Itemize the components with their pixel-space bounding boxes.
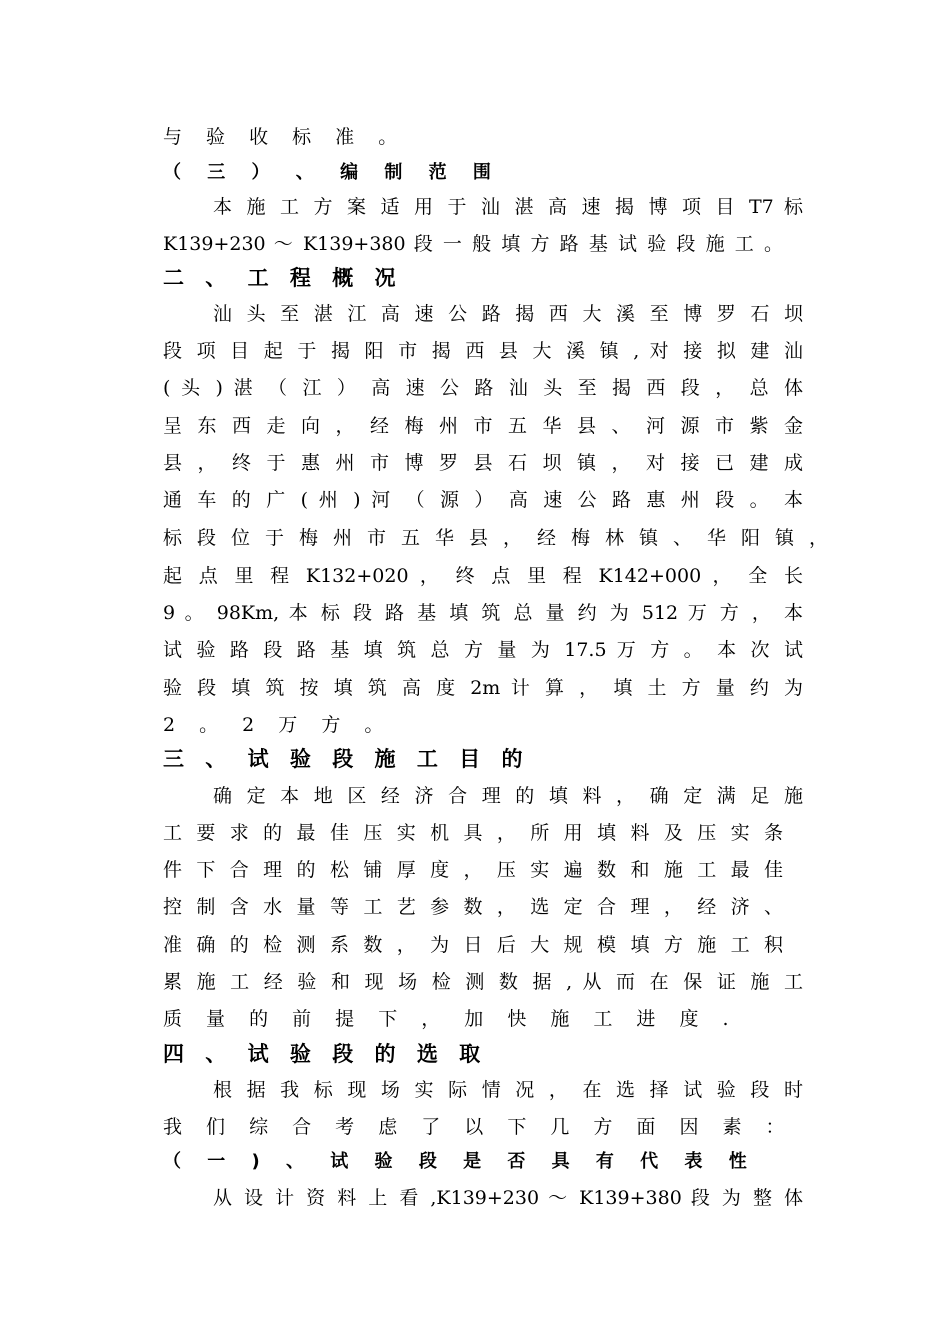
paragraph-line: 控 制 含 水 量 等 工 艺 参 数 ， 选 定 合 理 ， 经 济 、 [163,896,783,918]
paragraph-line: 准 确 的 检 测 系 数 ， 为 日 后 大 规 模 填 方 施 工 积 [163,934,783,956]
chapter-heading: 三 、 试 验 段 施 工 目 的 [163,747,530,771]
section-heading: （ 三 ） 、 编 制 范 围 [163,162,501,183]
paragraph-line: 段 项 目 起 于 揭 阳 市 揭 西 县 大 溪 镇 , 对 接 拟 建 汕 [163,340,803,362]
paragraph-line: 工 要 求 的 最 佳 压 实 机 具 ， 所 用 填 料 及 压 实 条 [163,822,783,844]
paragraph-line: 起 点 里 程 K132+020 ， 终 点 里 程 K142+000 ， 全 长 [163,565,803,587]
paragraph-line: 件 下 合 理 的 松 铺 厚 度 ， 压 实 遍 数 和 施 工 最 佳 [163,859,783,881]
section-heading: （ 一 ) 、 试 验 段 是 否 具 有 代 表 性 [163,1151,757,1172]
paragraph-line: 标 段 位 于 梅 州 市 五 华 县 ， 经 梅 林 镇 、 华 阳 镇 ， [163,527,828,549]
chapter-heading: 四 、 试 验 段 的 选 取 [163,1042,488,1066]
paragraph-line: 9 。 98Km, 本 标 段 路 基 填 筑 总 量 约 为 512 万 方 ， 本 [163,602,803,624]
paragraph-line: K139+230 ～ K139+380 段 一 般 填 方 路 基 试 验 段 施 工 。 [163,233,783,255]
paragraph-line: 试 验 路 段 路 基 填 筑 总 方 量 为 17.5 万 方 。 本 次 试 [163,639,803,661]
text-line: 与 验 收 标 准 。 [163,126,407,148]
document-page [163,0,828,1344]
paragraph-line: 累 施 工 经 验 和 现 场 检 测 数 据 , 从 而 在 保 证 施 工 [163,971,803,993]
paragraph-line: 根 据 我 标 现 场 实 际 情 况 ， 在 选 择 试 验 段 时 [213,1079,803,1101]
paragraph-line: ( 头 ) 湛 （ 江 ） 高 速 公 路 汕 头 至 揭 西 段 ， 总 体 [163,377,803,399]
paragraph-line: 本 施 工 方 案 适 用 于 汕 湛 高 速 揭 博 项 目 T7 标 [213,196,803,218]
paragraph-line: 我 们 综 合 考 虑 了 以 下 几 方 面 因 素 ： [163,1116,794,1138]
paragraph-line: 汕 头 至 湛 江 高 速 公 路 揭 西 大 溪 至 博 罗 石 坝 [213,303,803,325]
chapter-heading: 二 、 工 程 概 况 [163,266,403,290]
paragraph-line: 2 。 2 万 方 。 [163,714,393,736]
paragraph-line: 县 ， 终 于 惠 州 市 博 罗 县 石 坝 镇 ， 对 接 已 建 成 [163,452,803,474]
paragraph-line: 质 量 的 前 提 下 ， 加 快 施 工 进 度 . [163,1008,738,1030]
paragraph-line: 验 段 填 筑 按 填 筑 高 度 2m 计 算 ， 填 土 方 量 约 为 [163,677,803,699]
paragraph-line: 呈 东 西 走 向 ， 经 梅 州 市 五 华 县 、 河 源 市 紫 金 [163,415,803,437]
paragraph-line: 从 设 计 资 料 上 看 ,K139+230 ～ K139+380 段 为 整 体 [213,1187,803,1209]
paragraph-line: 确 定 本 地 区 经 济 合 理 的 填 料 ， 确 定 满 足 施 [213,785,803,807]
paragraph-line: 通 车 的 广 ( 州 ) 河 （ 源 ） 高 速 公 路 惠 州 段 。 本 [163,489,803,511]
